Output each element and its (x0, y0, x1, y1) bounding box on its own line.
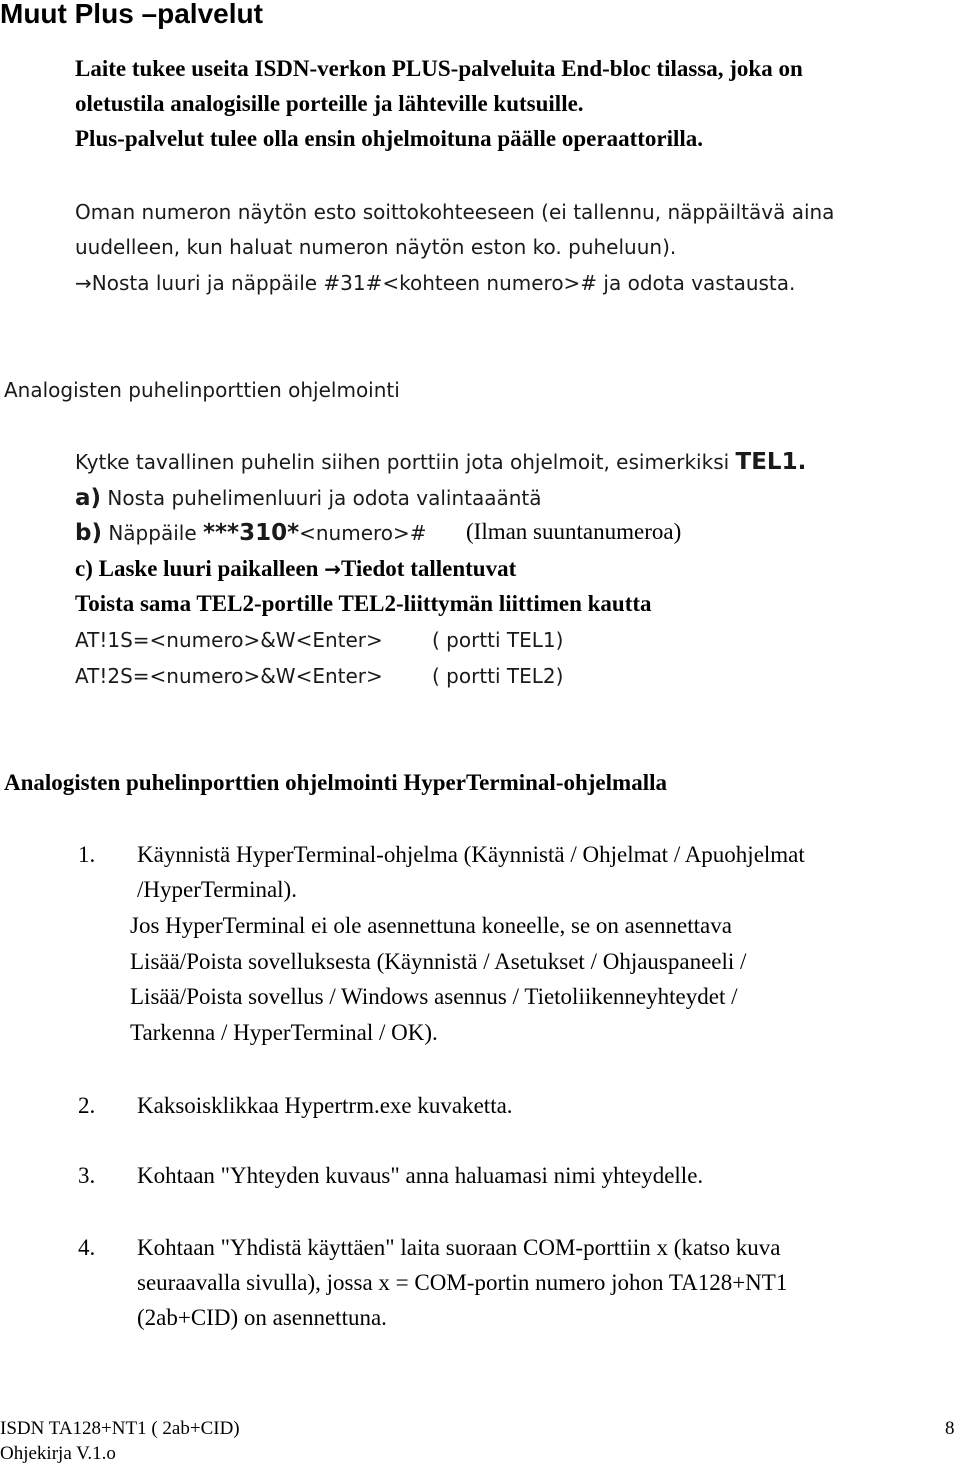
section-heading-analog: Analogisten puhelinporttien ohjelmointi (4, 378, 400, 402)
step-1-line-5: Lisää/Poista sovellus / Windows asennus / Tietoliikenneyhteydet / (130, 984, 738, 1009)
step-b-label: b) (75, 520, 102, 546)
step-number-4: 4. (78, 1235, 96, 1260)
arrow-right-icon: → (75, 271, 92, 295)
step-1-line-1: Käynnistä HyperTerminal-ohjelma (Käynnistä / Ohjelmat / Apuohjelmat (137, 842, 805, 867)
esto-line-3 (75, 271, 795, 295)
step-b-note: (Ilman suuntanumeroa) (466, 519, 682, 544)
step-number-2: 2. (78, 1093, 96, 1118)
step-4-line-1: Kohtaan "Yhdistä käyttäen" laita suoraan COM-porttiin x (katso kuva (137, 1235, 781, 1260)
step-2-line-1: Kaksoisklikkaa Hypertrm.exe kuvaketta. (137, 1093, 513, 1118)
step-b-code: ***310* (202, 520, 300, 546)
at-command-2-port: ( portti TEL2) (432, 664, 564, 688)
footer-manual: Ohjekirja V.1.o (0, 1443, 116, 1464)
step-a (75, 485, 542, 511)
step-1-line-2: /HyperTerminal). (137, 877, 297, 902)
arrow-right-icon: → (324, 557, 341, 581)
step-c-text: c) Laske luuri paikalleen (75, 556, 325, 581)
step-number-3: 3. (78, 1163, 96, 1188)
intro-line-3: Plus-palvelut tulee olla ensin ohjelmoituna päälle operaattorilla. (75, 126, 704, 151)
step-4-line-2: seuraavalla sivulla), jossa x = COM-portin numero johon TA128+NT1 (137, 1270, 788, 1295)
step-b-text: Näppäile (101, 521, 203, 545)
step-1-line-4: Lisää/Poista sovelluksesta (Käynnistä / Asetukset / Ohjauspaneeli / (130, 949, 747, 974)
connect-port: TEL1. (735, 449, 807, 475)
step-1-line-6: Tarkenna / HyperTerminal / OK). (130, 1020, 438, 1045)
connect-text: Kytke tavallinen puhelin siihen porttiin jota ohjelmoit, esimerkiksi (75, 450, 736, 474)
step-3-line-1: Kohtaan "Yhteyden kuvaus" anna haluamasi nimi yhteydelle. (137, 1163, 704, 1188)
section-heading-hyperterminal: Analogisten puhelinporttien ohjelmointi HyperTerminal-ohjelmalla (4, 770, 667, 795)
connect-line (75, 449, 806, 475)
esto-instruction: Nosta luuri ja näppäile #31#<kohteen numero># ja odota vastausta. (91, 271, 796, 295)
step-number-1: 1. (78, 842, 96, 867)
step-a-text: Nosta puhelimenluuri ja odota valintaaäntä (101, 486, 542, 510)
step-a-label: a) (75, 485, 102, 511)
step-4-line-3: (2ab+CID) on asennettuna. (137, 1305, 387, 1330)
step-c-result: Tiedot tallentuvat (340, 556, 517, 581)
esto-line-2: uudelleen, kun haluat numeron näytön eston ko. puheluun). (75, 235, 677, 259)
step-1-line-3: Jos HyperTerminal ei ole asennettuna koneelle, se on asennettava (130, 913, 732, 938)
repeat-line: Toista sama TEL2-portille TEL2-liittymän liittimen kautta (75, 591, 652, 616)
intro-line-1: Laite tukee useita ISDN-verkon PLUS-palveluita End-bloc tilassa, joka on (75, 56, 803, 81)
at-command-1-port: ( portti TEL1) (432, 628, 564, 652)
intro-line-2: oletustila analogisille porteille ja lähteville kutsuille. (75, 91, 584, 116)
at-command-1: AT!1S=<numero>&W<Enter> (75, 628, 383, 652)
at-command-2: AT!2S=<numero>&W<Enter> (75, 664, 383, 688)
page-title: Muut Plus –palvelut (0, 0, 263, 29)
step-b (75, 520, 427, 546)
page-number: 8 (945, 1418, 955, 1439)
step-c (75, 556, 516, 582)
step-b-code-tail: <numero># (299, 521, 427, 545)
esto-line-1: Oman numeron näytön esto soittokohteeseen (ei tallennu, näppäiltävä aina (75, 200, 835, 224)
footer-product: ISDN TA128+NT1 ( 2ab+CID) (0, 1418, 240, 1439)
